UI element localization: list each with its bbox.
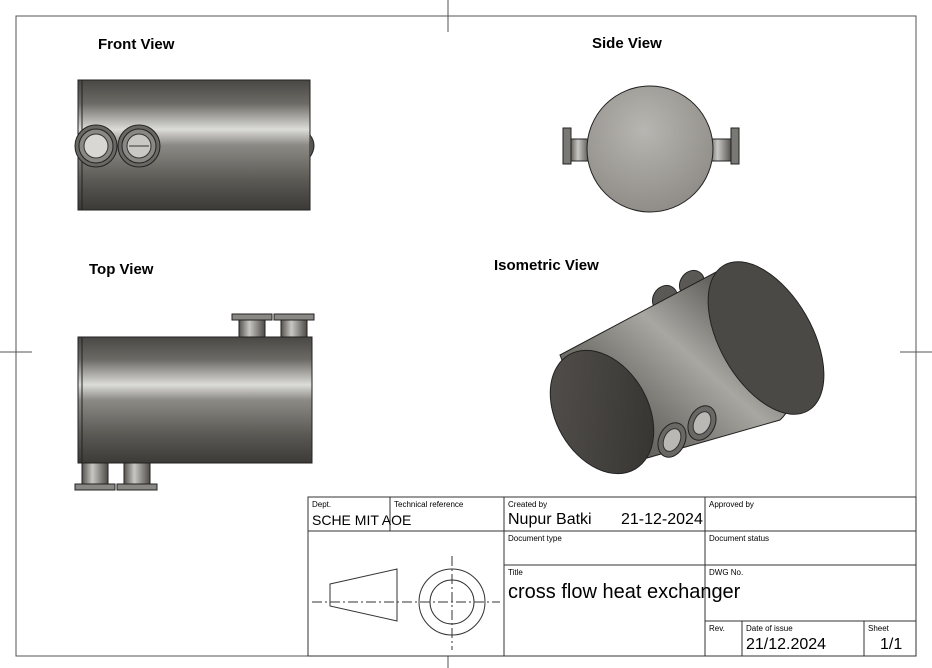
title-value: cross flow heat exchanger <box>508 581 741 603</box>
sheet-value: 1/1 <box>880 636 903 653</box>
created-by-value: Nupur Batki <box>508 511 592 528</box>
top-nozzle-upper-1 <box>232 314 272 337</box>
top-nozzle-upper-2 <box>274 314 314 337</box>
sheet-label: Sheet <box>868 624 889 633</box>
approved-by-label: Approved by <box>709 500 754 509</box>
date-of-issue-value: 21/12.2024 <box>746 636 827 653</box>
front-view-drawing <box>75 80 314 210</box>
tech-ref-label: Technical reference <box>394 500 464 509</box>
side-view-drawing <box>563 86 739 212</box>
top-nozzle-lower-1 <box>75 463 115 490</box>
title-label: Title <box>508 568 523 577</box>
top-view-drawing <box>75 314 314 490</box>
top-nozzle-lower-2 <box>117 463 157 490</box>
created-by-label: Created by <box>508 500 548 509</box>
front-nozzle-1 <box>75 125 117 167</box>
doc-status-label: Document status <box>709 534 770 543</box>
isometric-view-drawing <box>529 242 848 492</box>
side-view-label: Side View <box>592 35 662 52</box>
dept-value: SCHE MIT AOE <box>312 512 412 528</box>
dept-label: Dept. <box>312 500 332 509</box>
dwg-no-label: DWG No. <box>709 568 744 577</box>
doc-type-label: Document type <box>508 534 562 543</box>
date-of-issue-label: Date of issue <box>746 624 793 633</box>
front-view-label: Front View <box>98 36 175 53</box>
projection-symbol <box>312 556 500 650</box>
created-date: 21-12-2024 <box>621 511 703 528</box>
top-view-label: Top View <box>89 261 154 278</box>
rev-label: Rev. <box>709 624 725 633</box>
isometric-view-label: Isometric View <box>494 257 599 274</box>
front-nozzle-2 <box>118 125 160 167</box>
